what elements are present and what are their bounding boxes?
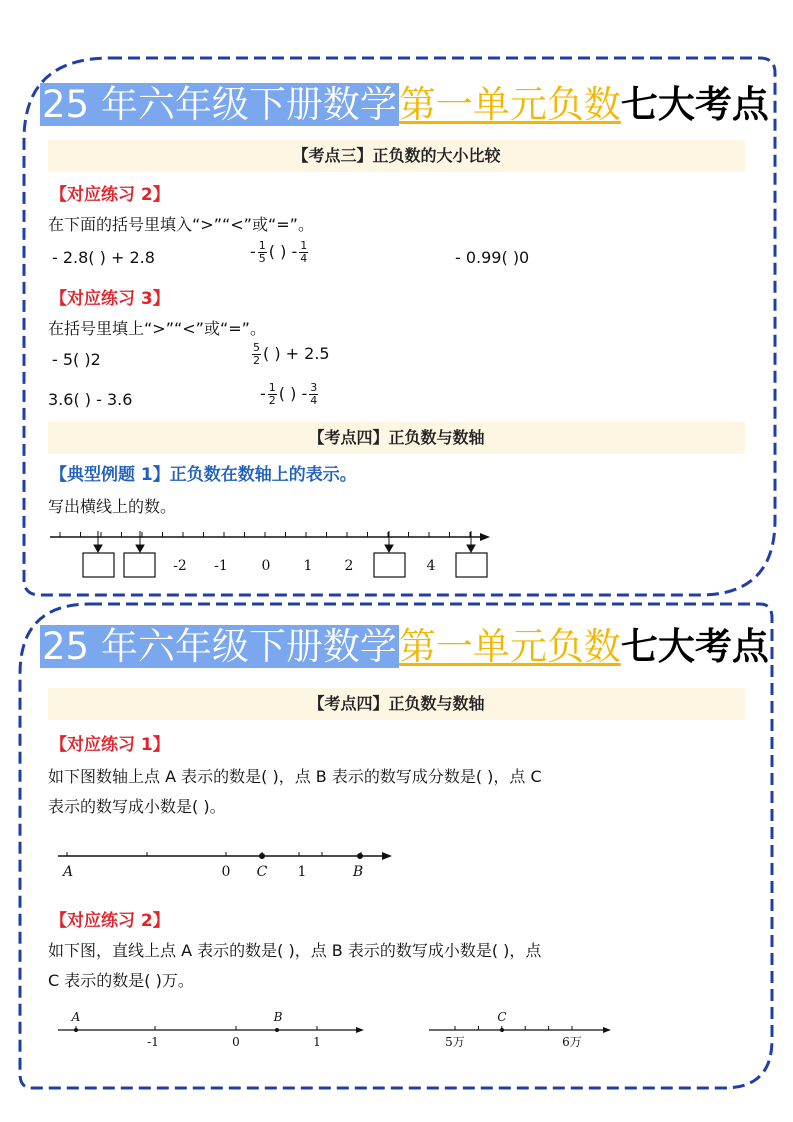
arrow-head-icon: [467, 545, 475, 552]
page-title: [40, 622, 769, 672]
fraction: $\frac{1}{4}$: [300, 239, 308, 265]
point-b: [357, 853, 363, 859]
tick-label: 0: [221, 864, 231, 880]
compare-item-a: - 2.8( ) + 2.8: [52, 248, 155, 267]
point-c: [259, 853, 265, 859]
tick-label: 0: [261, 558, 271, 574]
fraction: $\frac{5}{2}$: [253, 341, 260, 367]
point-b: [275, 1028, 279, 1032]
answer-box[interactable]: [456, 553, 487, 577]
compare-item: $\frac{5}{2}$ ( ) + 2.5: [253, 341, 330, 367]
number-line-left: [50, 1006, 380, 1050]
section-bar: 【考点四】正负数与数轴: [48, 422, 745, 454]
title-part-3: 七大考点: [620, 83, 769, 126]
tick-label: -1: [147, 1035, 159, 1049]
tick-label: 5万: [445, 1035, 465, 1049]
point-label-a: A: [71, 1010, 81, 1024]
tick-label: 4: [426, 558, 436, 574]
answer-box[interactable]: [124, 553, 155, 577]
compare-item: 3.6( ) - 3.6: [48, 390, 133, 409]
title-part-2: 第一单元负数: [398, 625, 621, 668]
number-line: [50, 842, 400, 882]
point-label-a: A: [62, 864, 74, 880]
point-label-b: B: [352, 864, 364, 880]
arrow-head-icon: [136, 545, 144, 552]
exercise-heading: 【对应练习 2】: [50, 185, 170, 205]
number-line-right: [425, 1006, 625, 1050]
question-text: 如下图，直线上点 A 表示的数是( )，点 B 表示的数写成小数是( )，点: [48, 941, 542, 960]
instruction-text: 写出横线上的数。: [48, 497, 177, 516]
fraction: $\frac{1}{2}$: [268, 381, 276, 407]
fraction: $\frac{1}{5}$: [258, 239, 266, 265]
arrow-head-icon: [94, 545, 102, 552]
example-heading: 【典型例题 1】正负数在数轴上的表示。: [50, 465, 357, 485]
exercise-heading: 【对应练习 3】: [50, 289, 170, 309]
question-text: C 表示的数是( )万。: [48, 971, 194, 990]
title-part-3: 七大考点: [620, 625, 769, 668]
point-label-c: C: [497, 1010, 507, 1024]
tick-label: -2: [173, 558, 187, 574]
tick-label: -1: [214, 558, 228, 574]
title-part-1: 25 年六年级下册数学: [42, 625, 397, 668]
answer-box[interactable]: [83, 553, 114, 577]
number-line: [40, 525, 500, 585]
tick-label: 1: [297, 864, 307, 880]
tick-label: 1: [313, 1035, 321, 1049]
instruction-text: 在下面的括号里填入“>”“<”或“=”。: [48, 215, 314, 234]
section-bar: 【考点三】正负数的大小比较: [48, 140, 745, 172]
instruction-text: 在括号里填上“>”“<”或“=”。: [48, 319, 266, 338]
compare-item-c: - 0.99( )0: [455, 248, 530, 267]
answer-box[interactable]: [374, 553, 405, 577]
compare-item: - 5( )2: [52, 350, 101, 369]
fraction: $\frac{3}{4}$: [310, 381, 318, 407]
point-c: [500, 1028, 504, 1032]
tick-label: 2: [344, 558, 354, 574]
question-text: 如下图数轴上点 A 表示的数是( )，点 B 表示的数写成分数是( )，点 C: [48, 767, 542, 786]
point-label-b: B: [273, 1010, 283, 1024]
title-part-1: 25 年六年级下册数学: [42, 83, 397, 126]
section-bar: 【考点四】正负数与数轴: [48, 688, 745, 720]
page-title: [40, 80, 769, 130]
question-text: 表示的数写成小数是( )。: [48, 797, 226, 816]
compare-item: - $\frac{1}{2}$ ( ) - $\frac{3}{4}$: [260, 381, 318, 407]
exercise-heading: 【对应练习 1】: [50, 735, 170, 755]
compare-item-b: - $\frac{1}{5}$ ( ) - $\frac{1}{4}$: [250, 239, 308, 265]
title-part-2: 第一单元负数: [398, 83, 621, 126]
card-2: [0, 600, 793, 1122]
point-a: [74, 1028, 78, 1032]
point-label-c: C: [256, 864, 268, 880]
tick-label: 6万: [562, 1035, 582, 1049]
tick-label: 1: [303, 558, 313, 574]
exercise-heading: 【对应练习 2】: [50, 911, 170, 931]
tick-label: 0: [232, 1035, 240, 1049]
arrow-head-icon: [385, 545, 393, 552]
